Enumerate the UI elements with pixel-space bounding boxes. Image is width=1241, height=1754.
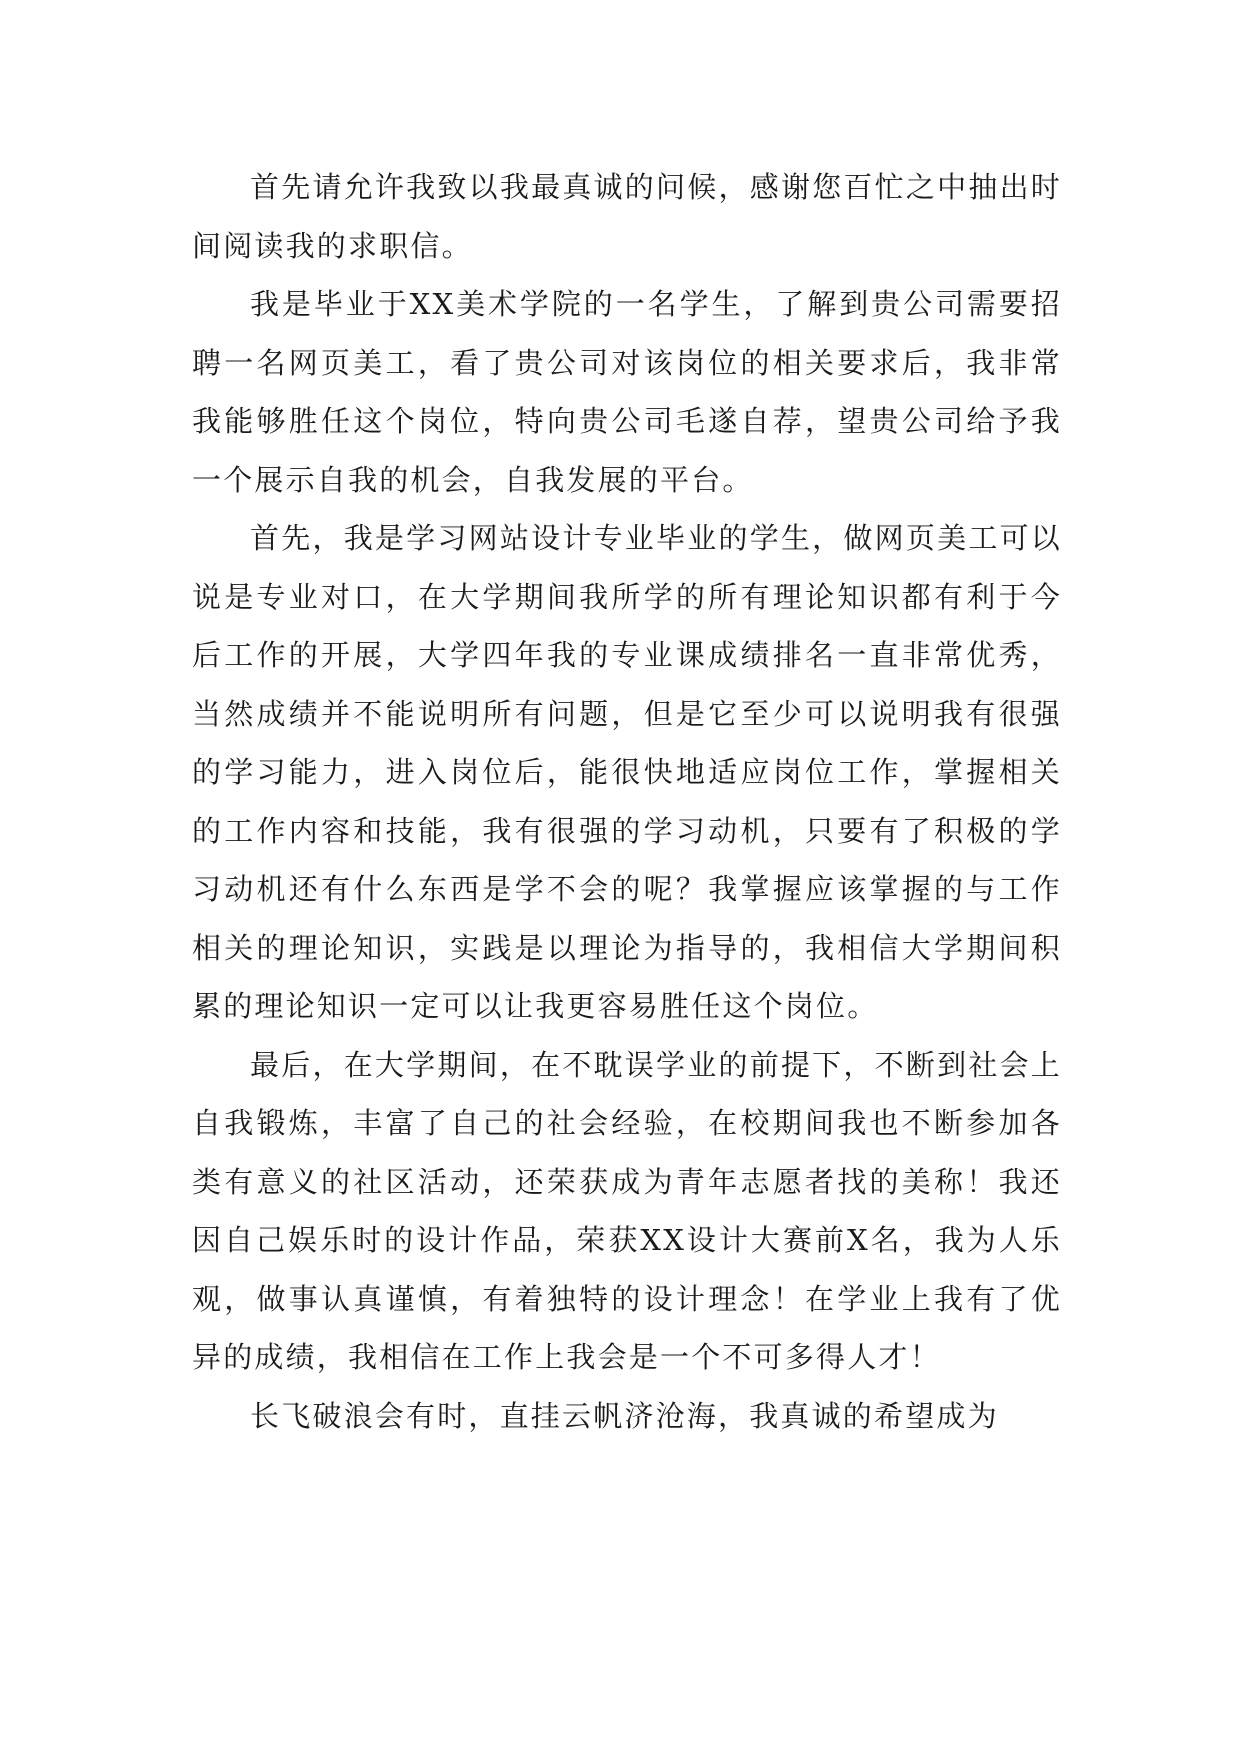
letter-body: [192, 158, 1062, 1445]
paragraph-education: 首先，我是学习网站设计专业毕业的学生，做网页美工可以说是专业对口，在大学期间我所学的所有理论知识都有利于今后工作的开展，大学四年我的专业课成绩排名一直非常优秀，当然成绩并不能说明所有问题，但是它至少可以说明我有很强的学习能力，进入岗位后，能很快地适应岗位工作，掌握相关的工作内容和技能，我有很强的学习动机，只要有了积极的学习动机还有什么东西是学不会的呢？我掌握应该掌握的与工作相关的理论知识，实践是以理论为指导的，我相信大学期间积累的理论知识一定可以让我更容易胜任这个岗位。: [192, 521, 1062, 1023]
paragraph-experience: 最后，在大学期间，在不耽误学业的前提下，不断到社会上自我锻炼，丰富了自己的社会经验，在校期间我也不断参加各类有意义的社区活动，还荣获成为青年志愿者找的美称！我还因自己娱乐时的设计作品，荣获XX设计大赛前X名，我为人乐观，做事认真谨慎，有着独特的设计理念！在学业上我有了优异的成绩，我相信在工作上我会是一个不可多得人才！: [192, 1047, 1062, 1374]
paragraph-greeting: 首先请允许我致以我最真诚的问候，感谢您百忙之中抽出时间阅读我的求职信。: [192, 170, 1062, 263]
paragraph-closing: 长飞破浪会有时，直挂云帆济沧海，我真诚的希望成为: [250, 1398, 999, 1433]
paragraph-introduction: 我是毕业于XX美术学院的一名学生，了解到贵公司需要招聘一名网页美工，看了贵公司对该岗位的相关要求后，我非常我能够胜任这个岗位，特向贵公司毛遂自荐，望贵公司给予我一个展示自我的机会，自我发展的平台。: [192, 287, 1062, 497]
